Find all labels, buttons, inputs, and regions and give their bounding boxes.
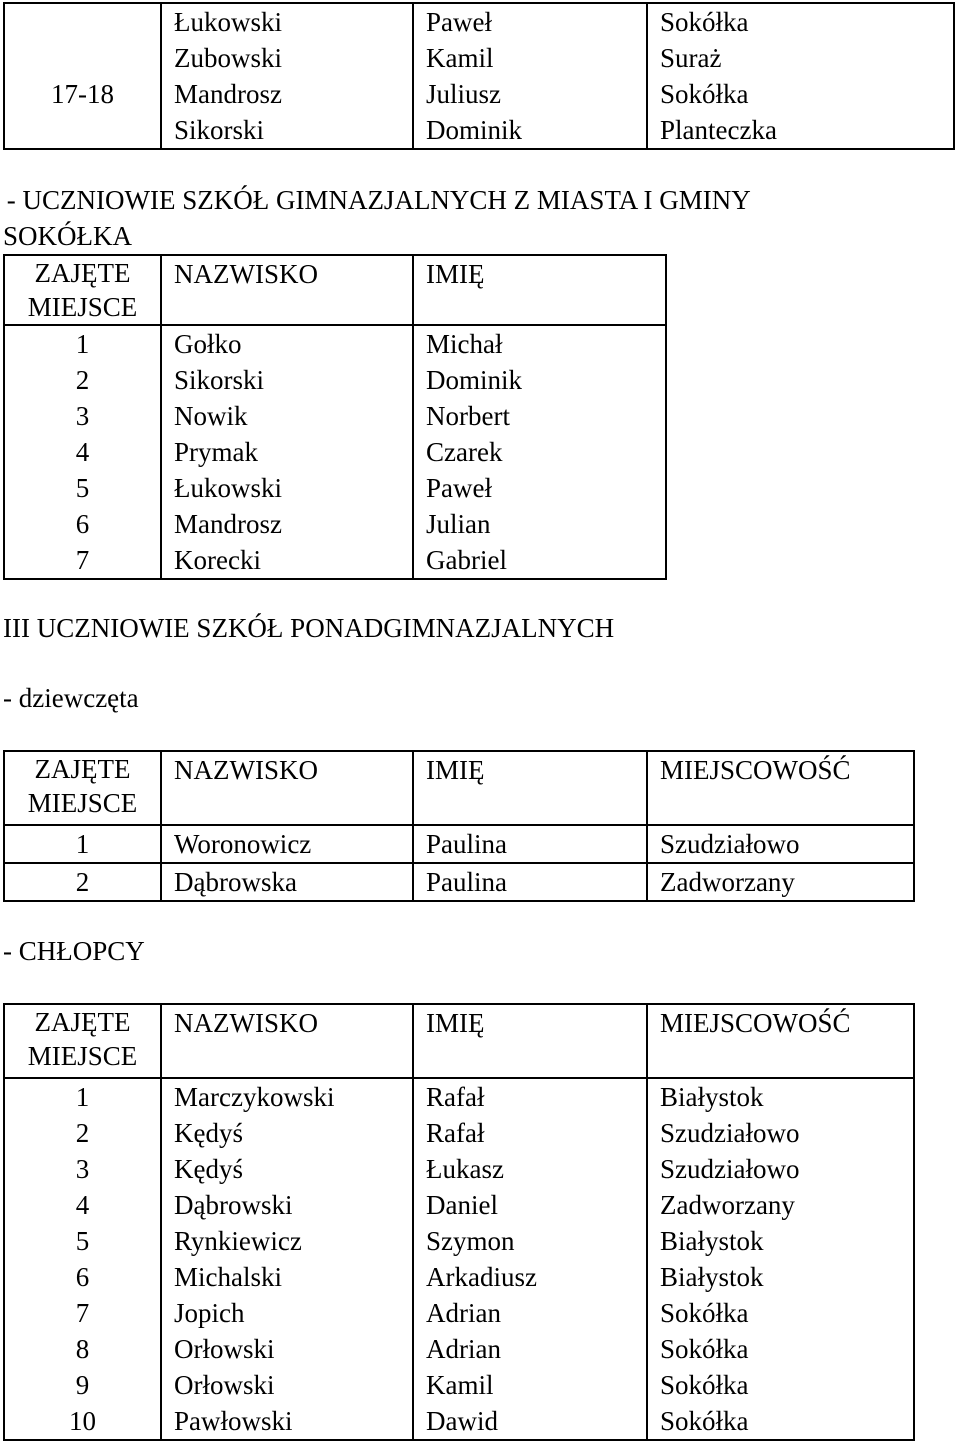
town-column bbox=[647, 1078, 914, 1440]
place-value: 4 bbox=[75, 1190, 90, 1220]
name-value: Rafał bbox=[426, 1082, 485, 1112]
surname-value: Jopich bbox=[174, 1298, 245, 1328]
name-value: Juliusz bbox=[426, 79, 502, 109]
surname-value: Mandrosz bbox=[174, 509, 282, 539]
name-value: Dominik bbox=[426, 115, 523, 145]
place-value: 1 bbox=[75, 329, 90, 359]
table-body-row bbox=[4, 1078, 914, 1440]
place-value: 10 bbox=[69, 1406, 96, 1436]
table-row bbox=[4, 825, 914, 863]
town-value: Szudziałowo bbox=[660, 829, 800, 859]
town-value: Białystok bbox=[660, 1226, 764, 1256]
table-header-row bbox=[4, 1004, 914, 1078]
surname-value: Łukowski bbox=[174, 473, 282, 503]
name-value: Gabriel bbox=[426, 545, 507, 575]
name-value: Kamil bbox=[426, 1370, 494, 1400]
header-name-label: IMIĘ bbox=[426, 755, 485, 785]
header-town bbox=[647, 1004, 914, 1078]
name-value: Julian bbox=[426, 509, 491, 539]
place-value: 2 bbox=[75, 867, 90, 897]
town-cell bbox=[647, 3, 954, 149]
header-name bbox=[413, 1004, 647, 1078]
town-value: Sokółka bbox=[660, 79, 749, 109]
name-value: Kamil bbox=[426, 43, 494, 73]
place-value: 8 bbox=[75, 1334, 90, 1364]
place-value: 3 bbox=[75, 401, 90, 431]
girls-results-table bbox=[3, 750, 915, 902]
surname-value: Kędyś bbox=[174, 1154, 243, 1184]
header-surname-label: NAZWISKO bbox=[174, 259, 318, 289]
header-surname-label: NAZWISKO bbox=[174, 1008, 318, 1038]
section-heading: III UCZNIOWIE SZKÓŁ PONADGIMNAZJALNYCH bbox=[3, 613, 615, 643]
header-place bbox=[4, 1004, 161, 1078]
surname-column bbox=[161, 325, 413, 579]
header-surname bbox=[161, 751, 413, 825]
town-value: Sokółka bbox=[660, 1370, 749, 1400]
surname-value: Rynkiewicz bbox=[174, 1226, 302, 1256]
place-cell bbox=[4, 3, 161, 149]
gimnazjum-results-table bbox=[3, 254, 667, 580]
header-place-label: ZAJĘTE MIEJSCE bbox=[27, 1007, 138, 1071]
table-row bbox=[4, 863, 914, 901]
boys-results-table bbox=[3, 1003, 915, 1441]
town-value: Sokółka bbox=[660, 7, 749, 37]
surname-value: Zubowski bbox=[174, 43, 282, 73]
surname-value: Nowik bbox=[174, 401, 248, 431]
name-column bbox=[413, 1078, 647, 1440]
name-value: Adrian bbox=[426, 1298, 501, 1328]
table-header-row bbox=[4, 255, 666, 325]
header-town-label: MIEJSCOWOŚĆ bbox=[660, 755, 851, 785]
header-name-label: IMIĘ bbox=[426, 1008, 485, 1038]
surname-value: Kędyś bbox=[174, 1118, 243, 1148]
place-column bbox=[4, 325, 161, 579]
name-value: Paulina bbox=[426, 829, 507, 859]
place-value: 6 bbox=[75, 509, 90, 539]
surname-value: Mandrosz bbox=[174, 79, 282, 109]
name-value: Czarek bbox=[426, 437, 503, 467]
header-place-label: ZAJĘTE MIEJSCE bbox=[27, 258, 138, 322]
place-value: 1 bbox=[75, 829, 90, 859]
header-place-label: ZAJĘTE MIEJSCE bbox=[27, 754, 138, 818]
name-value: Daniel bbox=[426, 1190, 498, 1220]
place-column bbox=[4, 1078, 161, 1440]
surname-value: Woronowicz bbox=[174, 829, 312, 859]
town-value: Białystok bbox=[660, 1262, 764, 1292]
header-surname bbox=[161, 255, 413, 325]
surname-value: Orłowski bbox=[174, 1370, 275, 1400]
surname-value: Sikorski bbox=[174, 115, 265, 145]
place-value: 1 bbox=[75, 1082, 90, 1112]
surname-value: Łukowski bbox=[174, 7, 282, 37]
surname-column bbox=[161, 1078, 413, 1440]
header-place bbox=[4, 255, 161, 325]
surname-value: Dąbrowski bbox=[174, 1190, 293, 1220]
place-value: 2 bbox=[75, 1118, 90, 1148]
place-value: 7 bbox=[75, 545, 90, 575]
town-value: Sokółka bbox=[660, 1334, 749, 1364]
place-value: 9 bbox=[75, 1370, 90, 1400]
place-value: 17-18 bbox=[51, 79, 114, 109]
name-value: Norbert bbox=[426, 401, 510, 431]
surname-value: Michalski bbox=[174, 1262, 282, 1292]
place-value: 7 bbox=[75, 1298, 90, 1328]
name-value: Michał bbox=[426, 329, 503, 359]
name-column bbox=[413, 325, 666, 579]
table-body-row bbox=[4, 325, 666, 579]
header-town-label: MIEJSCOWOŚĆ bbox=[660, 1008, 851, 1038]
header-name bbox=[413, 751, 647, 825]
surname-cell bbox=[161, 3, 413, 149]
town-value: Sokółka bbox=[660, 1298, 749, 1328]
place-value: 2 bbox=[75, 365, 90, 395]
place-value: 3 bbox=[75, 1154, 90, 1184]
surname-value: Dąbrowska bbox=[174, 867, 297, 897]
surname-value: Orłowski bbox=[174, 1334, 275, 1364]
place-value: 6 bbox=[75, 1262, 90, 1292]
name-value: Paweł bbox=[426, 7, 492, 37]
surname-value: Gołko bbox=[174, 329, 242, 359]
results-table-continued bbox=[3, 2, 955, 150]
surname-value: Sikorski bbox=[174, 365, 265, 395]
town-value: Sokółka bbox=[660, 1406, 749, 1436]
header-surname-label: NAZWISKO bbox=[174, 755, 318, 785]
boys-heading: - CHŁOPCY bbox=[3, 936, 145, 966]
name-cell bbox=[413, 3, 647, 149]
town-value: Suraż bbox=[660, 43, 722, 73]
place-value: 5 bbox=[75, 473, 90, 503]
name-value: Paulina bbox=[426, 867, 507, 897]
header-surname bbox=[161, 1004, 413, 1078]
place-value: 5 bbox=[75, 1226, 90, 1256]
table-header-row bbox=[4, 751, 914, 825]
name-value: Dominik bbox=[426, 365, 523, 395]
section-heading-continued: SOKÓŁKA bbox=[3, 221, 133, 251]
town-value: Zadworzany bbox=[660, 1190, 795, 1220]
name-value: Łukasz bbox=[426, 1154, 504, 1184]
place-value: 4 bbox=[75, 437, 90, 467]
town-value: Planteczka bbox=[660, 115, 777, 145]
surname-value: Marczykowski bbox=[174, 1082, 335, 1112]
name-value: Dawid bbox=[426, 1406, 498, 1436]
header-name bbox=[413, 255, 666, 325]
header-place bbox=[4, 751, 161, 825]
town-value: Zadworzany bbox=[660, 867, 795, 897]
section-heading: - UCZNIOWIE SZKÓŁ GIMNAZJALNYCH Z MIASTA I GMINY bbox=[0, 185, 751, 215]
name-value: Arkadiusz bbox=[426, 1262, 537, 1292]
surname-value: Pawłowski bbox=[174, 1406, 293, 1436]
surname-value: Prymak bbox=[174, 437, 258, 467]
name-value: Rafał bbox=[426, 1118, 485, 1148]
surname-value: Korecki bbox=[174, 545, 261, 575]
header-town bbox=[647, 751, 914, 825]
girls-heading: - dziewczęta bbox=[3, 683, 139, 713]
town-value: Szudziałowo bbox=[660, 1154, 800, 1184]
name-value: Szymon bbox=[426, 1226, 515, 1256]
header-name-label: IMIĘ bbox=[426, 259, 485, 289]
town-value: Białystok bbox=[660, 1082, 764, 1112]
name-value: Adrian bbox=[426, 1334, 501, 1364]
town-value: Szudziałowo bbox=[660, 1118, 800, 1148]
name-value: Paweł bbox=[426, 473, 492, 503]
